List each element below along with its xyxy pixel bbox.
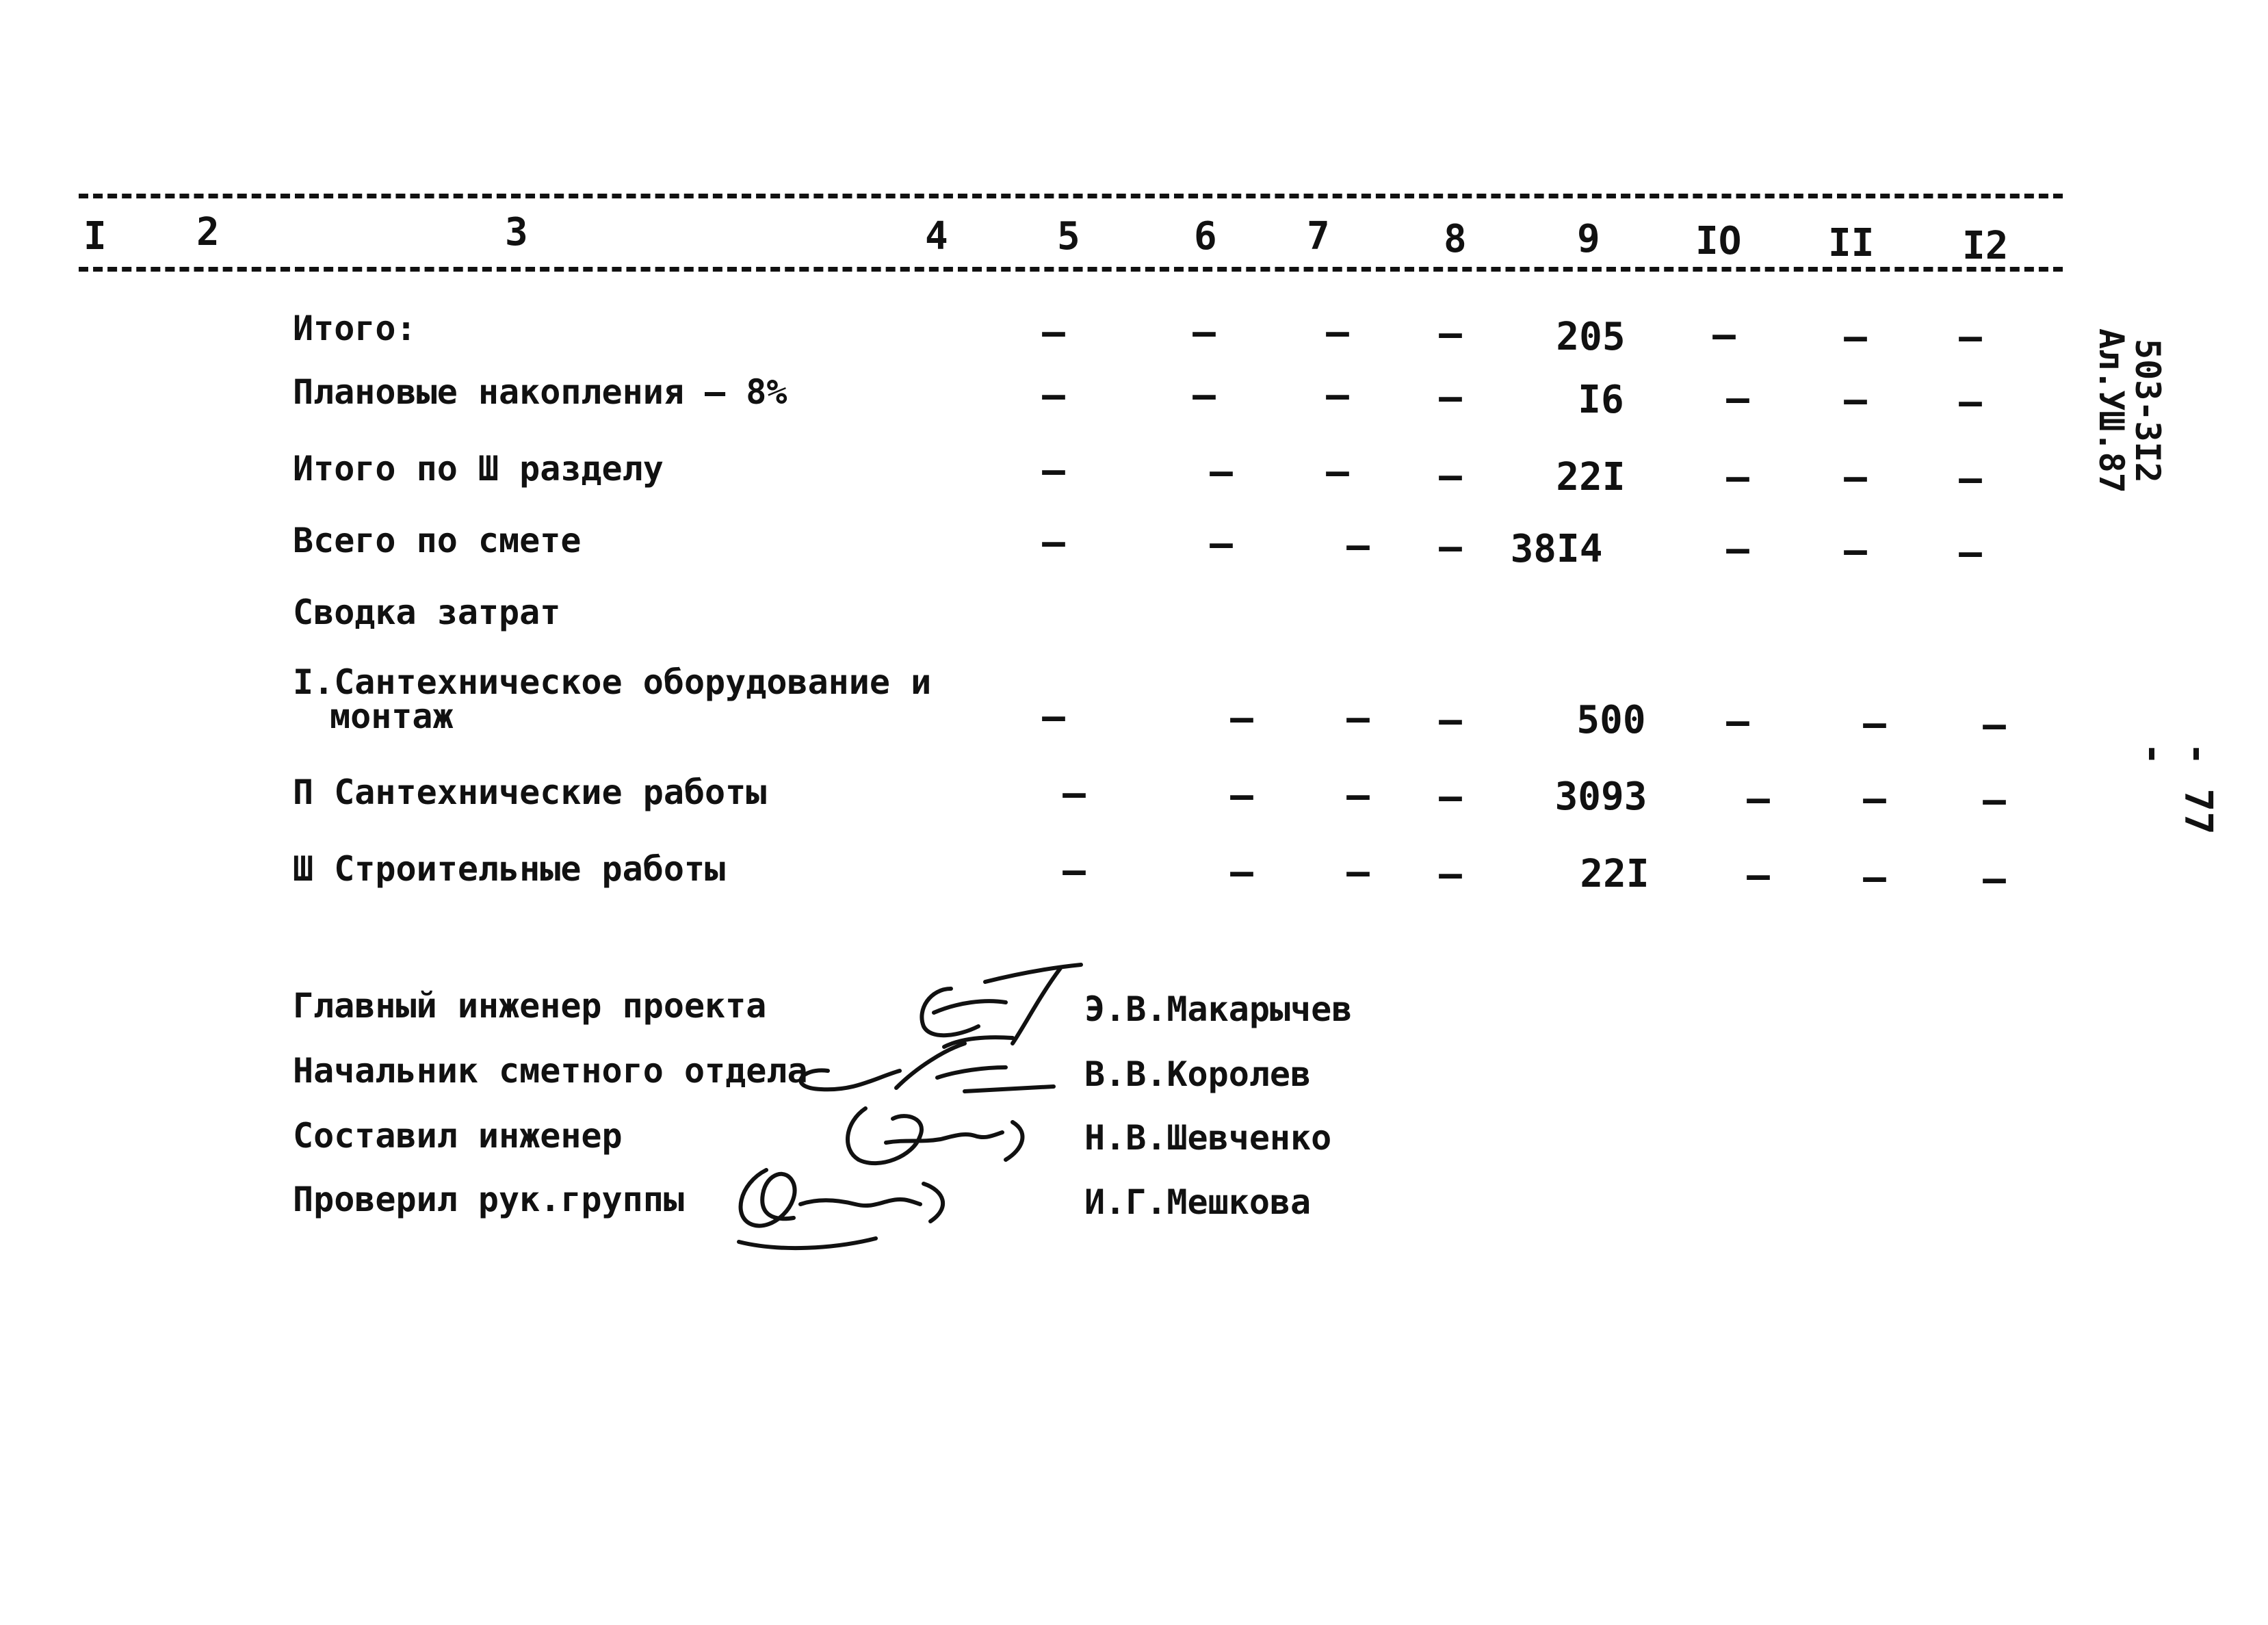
signatory-title: Начальник сметного отдела [293, 1051, 808, 1091]
table-cell: – [1042, 310, 1065, 354]
table-cell: 22I [1556, 455, 1626, 499]
table-cell: – [1983, 703, 2006, 747]
table-cell: – [1063, 848, 1086, 893]
table-cell: – [1439, 311, 1462, 356]
row-label: Всего по смете [293, 521, 582, 560]
table-cell: – [1844, 378, 1867, 422]
table-cell: – [1326, 450, 1349, 494]
signatory-name: Н.В.Шевченко [1084, 1118, 1332, 1158]
table-cell: – [1346, 696, 1370, 740]
table-cell: – [1346, 850, 1370, 894]
table-cell: – [1439, 775, 1462, 819]
signatory-name: Э.В.Макарычев [1084, 989, 1353, 1029]
row-label: Ш Строительные работы [293, 849, 726, 889]
table-cell: – [1042, 373, 1065, 417]
column-number: 7 [1307, 214, 1330, 259]
signatory-title: Составил инженер [293, 1116, 623, 1156]
table-cell: – [1726, 699, 1749, 744]
row-label: П Сантехнические работы [293, 772, 767, 812]
table-cell: – [1983, 857, 2006, 901]
table-cell: – [1439, 852, 1462, 896]
table-cell: 500 [1576, 698, 1646, 742]
table-cell: – [1210, 450, 1233, 494]
table-cell: – [1844, 528, 1867, 573]
table-cell: – [1230, 773, 1253, 818]
section-heading: Сводка затрат [293, 593, 561, 632]
table-cell: – [1712, 313, 1736, 357]
table-cell: – [1326, 373, 1349, 417]
column-number: 6 [1194, 214, 1217, 259]
signatory-name: В.В.Королев [1084, 1054, 1312, 1094]
header-bottom-rule [79, 267, 2063, 272]
signatory-name: И.Г.Мешкова [1084, 1182, 1312, 1222]
document-code-line: 503-3I2 [2128, 339, 2167, 483]
document-code [2091, 328, 2167, 493]
table-cell: – [1230, 850, 1253, 894]
table-cell: – [1726, 376, 1749, 421]
table-cell: I6 [1578, 378, 1624, 422]
column-number: 2 [196, 210, 220, 255]
table-cell: – [1747, 777, 1770, 821]
table-cell: 22I [1580, 852, 1650, 896]
signature-mark [780, 1040, 1054, 1102]
document-code-line: Ал.УШ.87 [2091, 328, 2132, 493]
row-label-continuation: монтаж [330, 697, 454, 736]
row-label: Итого: [293, 309, 417, 348]
table-cell: – [1042, 448, 1065, 493]
column-number: 5 [1057, 214, 1080, 259]
header-top-rule [79, 194, 2063, 198]
column-number: IO [1695, 219, 1742, 263]
table-cell: – [1747, 853, 1770, 898]
table-cell: – [1439, 525, 1462, 569]
table-cell: – [1959, 530, 1982, 575]
signatory-title: Проверил рук.группы [293, 1180, 684, 1219]
table-cell: – [1863, 777, 1886, 821]
table-cell: – [1844, 455, 1867, 499]
table-cell: 38I4 [1510, 527, 1603, 571]
table-cell: – [1726, 527, 1749, 571]
column-number: II [1828, 221, 1875, 265]
table-cell: – [1230, 696, 1253, 740]
row-label: Плановые накопления – 8% [293, 372, 787, 412]
page-number: - 77 - [2131, 742, 2220, 835]
table-cell: – [1439, 454, 1462, 498]
table-cell: – [1439, 698, 1462, 742]
table-cell: 205 [1556, 315, 1626, 359]
table-cell: – [1439, 375, 1462, 419]
table-cell: – [1726, 455, 1749, 499]
table-cell: – [1042, 520, 1065, 564]
table-cell: – [1192, 373, 1216, 417]
table-cell: – [1863, 855, 1886, 900]
column-number: 9 [1577, 217, 1600, 261]
column-number: 4 [925, 214, 948, 259]
column-number: 8 [1444, 217, 1467, 261]
table-cell: 3093 [1554, 775, 1647, 819]
table-cell: – [1844, 315, 1867, 359]
table-cell: – [1959, 315, 1982, 359]
signature-mark [725, 1156, 958, 1252]
table-cell: – [1042, 694, 1065, 739]
table-cell: – [1063, 771, 1086, 816]
row-label: I.Сантехническое оборудование и [293, 662, 932, 702]
table-cell: – [1346, 523, 1370, 568]
table-cell: – [1959, 380, 1982, 424]
column-number: I2 [1962, 224, 2009, 268]
column-number: 3 [505, 210, 528, 255]
table-cell: – [1326, 310, 1349, 354]
table-cell: – [1863, 701, 1886, 746]
table-cell: – [1346, 773, 1370, 818]
table-cell: – [1192, 310, 1216, 354]
table-cell: – [1210, 521, 1233, 566]
signature-mark [903, 961, 1081, 1050]
table-cell: – [1959, 456, 1982, 501]
signatory-title: Главный инженер проекта [293, 986, 767, 1026]
column-number: I [83, 214, 107, 259]
table-cell: – [1983, 778, 2006, 822]
row-label: Итого по Ш разделу [293, 449, 664, 489]
